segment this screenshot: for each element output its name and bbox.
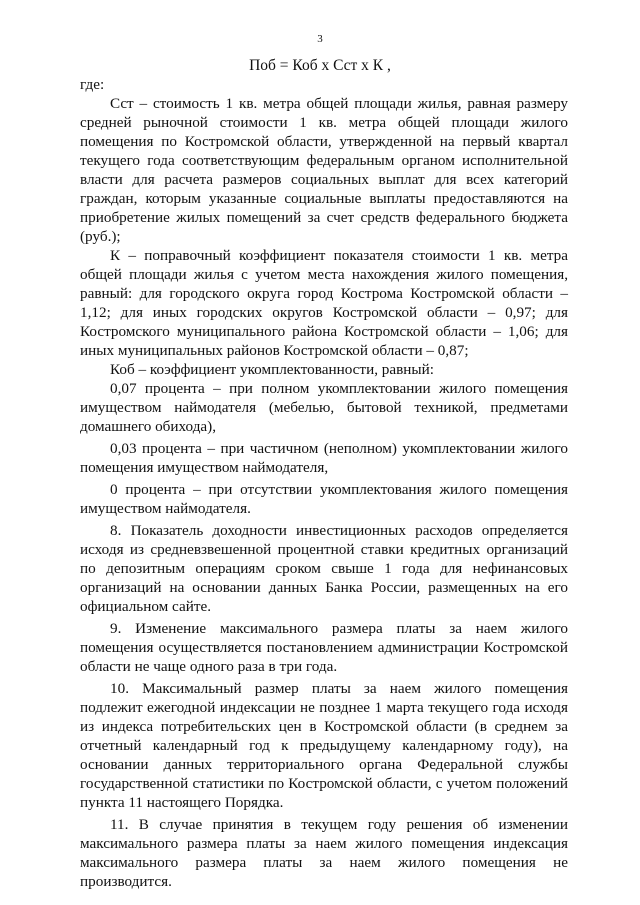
paragraph-item-10: 10. Максимальный размер платы за наем жилого помещения подлежит ежегодной индексации не позднее 1 марта текущего года исходя из индекса потребительских цен в Костромской области (в среднем за отчетный календарный год к предыдущему календарному году), на основании данных территориального органа Федеральной службы государственной статистики по Костромской области, с учетом положений пункта 11 настоящего Порядка.: [80, 680, 568, 811]
paragraph-sst-definition: Сст – стоимость 1 кв. метра общей площади жилья, равная размеру средней рыночной стоимости 1 кв. метра общей площади жилого помещения по Костромской области, утвержденной на первый квартал текущего года соответствующим федеральным органом исполнительной власти для расчета размеров социальных выплат для всех категорий граждан, которым указанные социальные выплаты предоставляются на приобретение жилых помещений за счет средств федерального бюджета (руб.);: [80, 95, 568, 245]
page-number: 3: [317, 33, 323, 45]
paragraph-item-11: 11. В случае принятия в текущем году решения об изменении максимального размера платы за наем жилого помещения индексация максимального размера платы за наем жилого помещения не производится.: [80, 816, 568, 890]
paragraph-kob-definition: Коб – коэффициент укомплектованности, равный:: [110, 361, 434, 378]
paragraph-kob-partial: 0,03 процента – при частичном (неполном) укомплектовании жилого помещения имуществом наймодателя,: [80, 440, 568, 476]
paragraph-item-8: 8. Показатель доходности инвестиционных расходов определяется исходя из средневзвешенной процентной ставки кредитных организаций по депозитным операциям сроком свыше 1 года для нефинансовых организаций на основании данных Банка России, размещенных на его официальном сайте.: [80, 522, 568, 615]
paragraph-item-9: 9. Изменение максимального размера платы за наем жилого помещения осуществляется постановлением администрации Костромской области не чаще одного раза в три года.: [80, 620, 568, 675]
formula: Поб = Коб х Сст х К ,: [249, 57, 391, 74]
paragraph-kob-full: 0,07 процента – при полном укомплектовании жилого помещения имуществом наймодателя (мебелью, бытовой техникой, предметами домашнего обихода),: [80, 380, 568, 435]
paragraph-k-definition: К – поправочный коэффициент показателя стоимости 1 кв. метра общей площади жилья с учетом места нахождения жилого помещения, равный: для городского округа город Кострома Костромской области – 1,12; для иных городских округов Костромской области – 0,97; для Костромского муниципального района Костромской области – 1,06; для иных муниципальных районов Костромской области – 0,87;: [80, 247, 568, 359]
paragraph-kob-none: 0 процента – при отсутствии укомплектования жилого помещения имуществом наймодателя.: [80, 481, 568, 517]
paragraph-where: где:: [80, 76, 105, 93]
document-body: [80, 75, 568, 891]
